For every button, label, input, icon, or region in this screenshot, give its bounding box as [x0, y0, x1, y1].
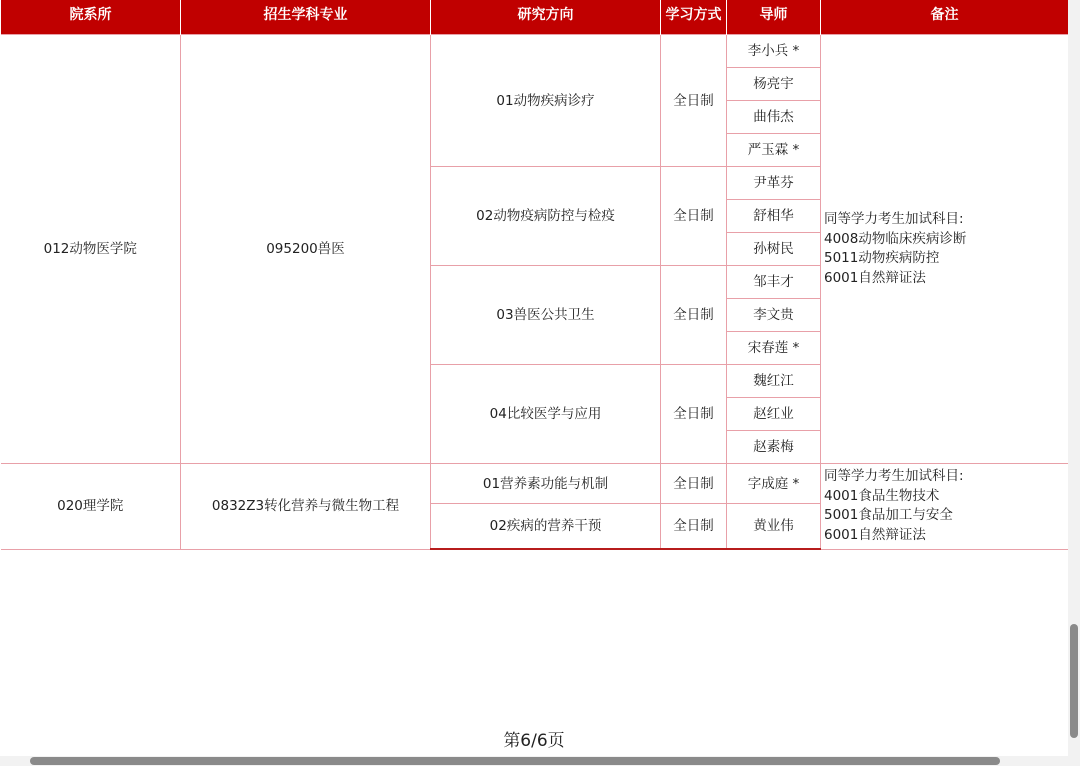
- note-line: 4001食品生物技术: [824, 487, 940, 504]
- note-line: 6001自然辩证法: [824, 526, 926, 543]
- advisor-cell: 舒相华: [727, 200, 821, 233]
- vertical-scrollbar-thumb[interactable]: [1070, 624, 1078, 738]
- page-number: 第6/6页: [503, 731, 565, 751]
- table-row: [1, 35, 1069, 68]
- advisor-cell: 尹革芬: [727, 167, 821, 200]
- header-study-mode: 学习方式: [661, 0, 727, 35]
- study-mode-cell: 全日制: [661, 167, 727, 266]
- note-line: 6001自然辩证法: [824, 269, 926, 286]
- study-mode-cell: 全日制: [661, 35, 727, 167]
- direction-cell: 01营养素功能与机制: [431, 464, 661, 504]
- direction-cell: 01动物疾病诊疗: [431, 35, 661, 167]
- major-cell: 0832Z3转化营养与微生物工程: [181, 464, 431, 550]
- advisor-cell: 严玉霖 *: [727, 134, 821, 167]
- advisor-cell: 赵素梅: [727, 431, 821, 464]
- advisor-cell: 宋春莲 *: [727, 332, 821, 365]
- study-mode-cell: 全日制: [661, 266, 727, 365]
- direction-cell: 04比较医学与应用: [431, 365, 661, 464]
- header-notes: 备注: [821, 0, 1069, 35]
- department-cell: 020理学院: [1, 464, 181, 550]
- advisor-cell: 魏红江: [727, 365, 821, 398]
- header-research-direction: 研究方向: [431, 0, 661, 35]
- direction-cell: 02疾病的营养干预: [431, 504, 661, 550]
- study-mode-cell: 全日制: [661, 504, 727, 550]
- study-mode-cell: 全日制: [661, 365, 727, 464]
- advisor-cell: 字成庭 *: [727, 464, 821, 504]
- advisor-cell: 黄业伟: [727, 504, 821, 550]
- department-cell: 012动物医学院: [1, 35, 181, 464]
- table-row: [1, 464, 1069, 504]
- notes-cell: [821, 464, 1069, 550]
- note-line: 5001食品加工与安全: [824, 507, 953, 523]
- header-department: 院系所: [1, 0, 181, 35]
- header-major: 招生学科专业: [181, 0, 431, 35]
- advisor-cell: 孙树民: [727, 233, 821, 266]
- advisor-cell: 赵红业: [727, 398, 821, 431]
- table-header-row: [1, 0, 1069, 35]
- direction-cell: 03兽医公共卫生: [431, 266, 661, 365]
- direction-cell: 02动物疫病防控与检疫: [431, 167, 661, 266]
- advisor-cell: 杨亮宇: [727, 68, 821, 101]
- header-advisor: 导师: [727, 0, 821, 35]
- major-cell: 095200兽医: [181, 35, 431, 464]
- notes-lines: [824, 464, 1068, 545]
- notes-cell: [821, 35, 1069, 464]
- notes-lines: [824, 210, 1068, 288]
- advisor-cell: 曲伟杰: [727, 101, 821, 134]
- advisor-cell: 邹丰才: [727, 266, 821, 299]
- note-line: 同等学力考生加试科目:: [824, 211, 964, 227]
- note-line: 5011动物疾病防控: [824, 250, 940, 266]
- note-line: 同等学力考生加试科目:: [824, 468, 964, 484]
- horizontal-scrollbar-thumb[interactable]: [30, 757, 1000, 765]
- study-mode-cell: 全日制: [661, 464, 727, 504]
- advisor-cell: 李文贵: [727, 299, 821, 332]
- note-line: 4008动物临床疾病诊断: [824, 230, 967, 247]
- advisor-cell: 李小兵 *: [727, 35, 821, 68]
